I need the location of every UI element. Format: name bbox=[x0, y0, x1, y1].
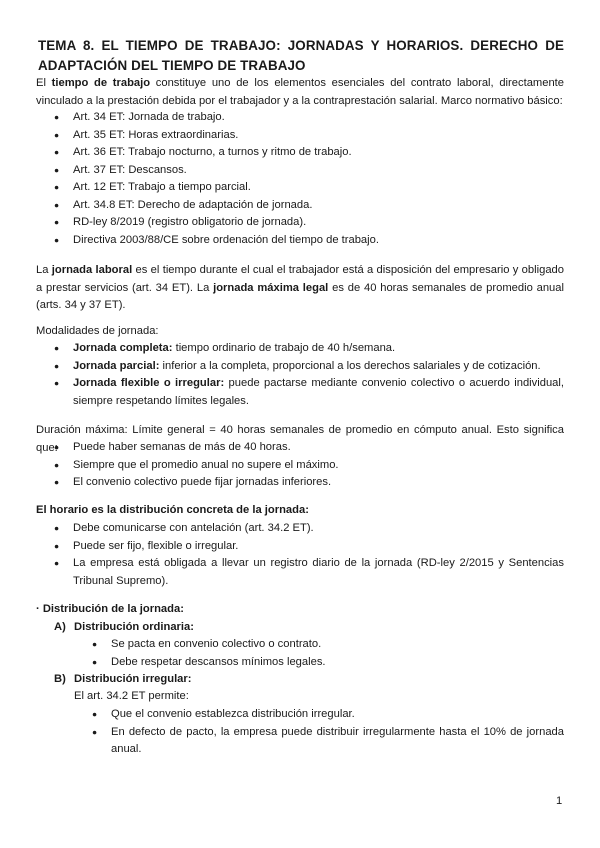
distribucion-b-intro: El art. 34.2 ET permite: bbox=[74, 690, 189, 702]
distribucion-irregular-list bbox=[92, 706, 564, 759]
intro-paragraph: El tiempo de trabajo constituye uno de los elementos esenciales del contrato laboral, directamente vinculado a la prestación debida por el trabajador y a la contraprestación salarial. Marco normativo básico: bbox=[36, 77, 565, 107]
page-title: TEMA 8. EL TIEMPO DE TRABAJO: JORNADAS Y HORARIOS. DERECHO DE ADAPTACIÓN DEL TIEMPO DE TRABAJO bbox=[38, 38, 564, 73]
list-item: ● Art. 12 ET: Trabajo a tiempo parcial. bbox=[54, 179, 554, 197]
list-item: ● Art. 34 ET: Jornada de trabajo. bbox=[54, 109, 554, 127]
list-item: ● Puede ser fijo, flexible o irregular. bbox=[54, 538, 564, 556]
list-item: ● Que el convenio establezca distribución irregular. bbox=[92, 706, 564, 724]
list-item: ● El convenio colectivo puede fijar jornadas inferiores. bbox=[54, 474, 564, 492]
distribucion-a-title: Distribución ordinaria: bbox=[74, 621, 194, 633]
distribucion-heading: · Distribución de la jornada: bbox=[36, 603, 184, 615]
jornada-paragraph: La jornada laboral es el tiempo durante el cual el trabajador está a disposición del empresario y obligado a prestar servicios (art. 34 ET). La jornada máxima legal es de 40 horas semanales de promedio anual (arts. 34 y 37 ET). bbox=[36, 264, 564, 311]
list-item: ● Art. 34.8 ET: Derecho de adaptación de jornada. bbox=[54, 197, 554, 215]
term-jornada-laboral: jornada laboral bbox=[51, 264, 133, 276]
list-item: ● Debe comunicarse con antelación (art. 34.2 ET). bbox=[54, 520, 564, 538]
list-item: ● En defecto de pacto, la empresa puede distribuir irregularmente hasta el 10% de jornada anual. bbox=[92, 724, 564, 759]
list-item: ● Debe respetar descansos mínimos legales. bbox=[92, 654, 562, 672]
list-item: ● Art. 35 ET: Horas extraordinarias. bbox=[54, 127, 554, 145]
list-item: ● Art. 37 ET: Descansos. bbox=[54, 162, 554, 180]
list-item: ● Jornada parcial: inferior a la completa, proporcional a los derechos salariales y de cotización. bbox=[54, 358, 564, 376]
distribucion-a-label: A) bbox=[54, 621, 66, 633]
marco-normativo-list bbox=[54, 109, 554, 249]
term-jornada-maxima-legal: jornada máxima legal bbox=[213, 281, 329, 294]
modalidades-heading: Modalidades de jornada: bbox=[36, 325, 159, 337]
horario-heading: El horario es la distribución concreta de la jornada: bbox=[36, 504, 309, 516]
list-item: ● Jornada completa: tiempo ordinario de trabajo de 40 h/semana. bbox=[54, 340, 564, 358]
distribucion-b-label: B) bbox=[54, 673, 66, 685]
list-item: ● La empresa está obligada a llevar un registro diario de la jornada (RD-ley 2/2015 y Sentencias Tribunal Supremo). bbox=[54, 555, 564, 590]
modalidades-list bbox=[54, 340, 564, 410]
horario-list bbox=[54, 520, 564, 590]
page-number: 1 bbox=[556, 795, 563, 807]
duracion-list bbox=[54, 439, 564, 492]
distribucion-ordinaria-list bbox=[92, 636, 562, 671]
list-item: ● Jornada flexible o irregular: puede pactarse mediante convenio colectivo o acuerdo individual, siempre respetando límites legales. bbox=[54, 375, 564, 410]
list-item: ● Art. 36 ET: Trabajo nocturno, a turnos y ritmo de trabajo. bbox=[54, 144, 554, 162]
list-item: ● Directiva 2003/88/CE sobre ordenación del tiempo de trabajo. bbox=[54, 232, 554, 250]
list-item: ● Se pacta en convenio colectivo o contrato. bbox=[92, 636, 562, 654]
term-tiempo-de-trabajo: tiempo de trabajo bbox=[51, 77, 151, 89]
duracion-heading: Duración máxima: Límite general = 40 horas semanales de promedio en cómputo anual. Esto significa que: bbox=[36, 424, 564, 454]
list-item: ● RD-ley 8/2019 (registro obligatorio de jornada). bbox=[54, 214, 554, 232]
distribucion-b-title: Distribución irregular: bbox=[74, 673, 192, 685]
list-item: ● Puede haber semanas de más de 40 horas. bbox=[54, 439, 564, 457]
list-item: ● Siempre que el promedio anual no supere el máximo. bbox=[54, 457, 564, 475]
